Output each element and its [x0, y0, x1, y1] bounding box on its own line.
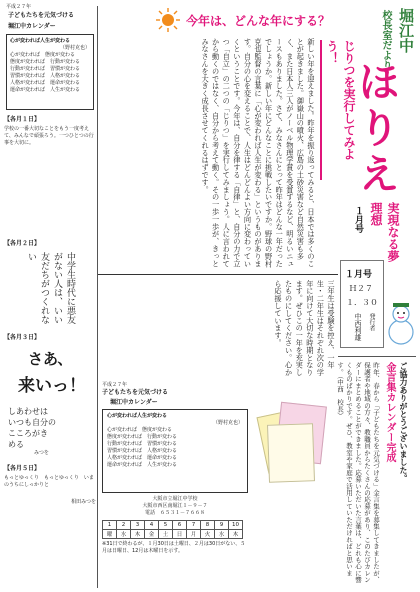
happiness-quote: しあわせは いつも自分の こころがき める — [8, 407, 56, 449]
brush-quote: 中学生時代に悪友がない人は、いい友だちがつくれない — [26, 252, 75, 324]
masthead-title — [354, 60, 404, 198]
calendar-weekday-cell: 水 — [215, 530, 229, 539]
issue-info — [340, 260, 384, 348]
issue-date: １．３０ — [346, 298, 378, 307]
left-card-line: 習慣が変われば 人格が変わる — [10, 73, 81, 79]
divider-left — [97, 6, 98, 588]
snowman-icon — [384, 300, 418, 346]
left-card-title: 心が変われば人生が変わる — [10, 38, 71, 44]
calendar-weekday-cell: 金 — [145, 530, 159, 539]
title-char-ho: ほ — [359, 59, 399, 106]
divider-bottom-right — [338, 356, 416, 357]
mini-date: 平成２７年 — [102, 382, 128, 388]
calendar-weekday-cell: 木 — [131, 530, 145, 539]
article-body: 新しい年を迎えました。昨年を振り返ってみると、日本では多くのことが起きました。御嶽山の噴火、広島の土砂災害など自然災害も多く、また日本人三人がノーベル物理学賞を受賞するなど、明るいニュースもありました。さて、みなさんにとって昨年はどんな一年だったでしょうか。新しい年にどんなことに挑戦したいですか。野球の野村克也監督の言葉に「心が変われば人生が変わる」というものがあります。自分の心を変えることで、人生はどんどんよい方向に変わっていくということです。今年は、自分を律する「自律」と、自分の力で立つ「自立」の二つの「じりつ」を実行してみましょう。人に言われてから動くのではなく、自分から考えて動く。その一歩一歩が、きっとみなさんを大きく成長させてくれるはずです。 — [201, 38, 316, 268]
month1-label: 【各月１日】 — [4, 116, 41, 123]
mini-card-line: 行動が変われば 習慣が変わる — [107, 441, 178, 447]
mini-card-title: 心が変われば人生が変わる — [107, 413, 168, 419]
calendar-day-cell: 1 — [103, 521, 117, 530]
article-headline: 今年は、どんな年にする？ — [186, 14, 331, 28]
mini-tel: 電話 ６５３１－７６６８ — [144, 510, 205, 516]
article-subhead: じりつを実行してみよう！ — [320, 40, 358, 180]
calendar-days-row — [103, 521, 243, 530]
sun-icon — [156, 8, 180, 32]
calendar-weekday-cell: 火 — [201, 530, 215, 539]
thanks-headline2: 金言集カレンダー完成 — [384, 362, 395, 462]
school-name: 堀江中 — [397, 8, 415, 53]
publisher-name: 中西利雄 — [354, 313, 362, 341]
mini-title: 堀江中カレンダー — [110, 399, 158, 406]
calendar-weekday-cell: 月 — [187, 530, 201, 539]
left-calendar-title: 堀江中カレンダー — [8, 23, 56, 30]
publisher-label: 発行者 — [368, 313, 375, 331]
calendar-day-cell: 2 — [117, 521, 131, 530]
calendar-weekday-row — [103, 530, 243, 539]
month2-label: 【各月２日】 — [4, 240, 41, 247]
happiness-sign: みつを — [34, 450, 49, 456]
left-card-line: 心が変われば 態度が変わる — [10, 52, 76, 58]
left-card-line: 態度が変われば 行動が変わる — [10, 59, 81, 65]
month3-label: 【各月３日】 — [4, 334, 41, 341]
calendar-weekday-cell: 日 — [173, 530, 187, 539]
issue-year: Ｈ２７ — [349, 284, 373, 293]
calendar-weekday-cell: 曜 — [103, 530, 117, 539]
calendar-photo — [254, 394, 334, 494]
headline-banner — [156, 8, 336, 32]
calendar-weekday-cell: 水 — [117, 530, 131, 539]
mini-quote-card — [102, 409, 248, 493]
mini-calendar-grid — [102, 520, 243, 539]
thanks-headline: ご協力ありがとうございました。 — [399, 362, 408, 482]
issue-label: １月号 — [353, 206, 363, 233]
calendar-day-cell: 3 — [131, 521, 145, 530]
mini-card-author: （野村克也） — [212, 420, 243, 426]
mini-address: 大阪市立堀江中学校 — [152, 496, 198, 502]
thanks-body: 昨年、春から「子どもたちを元気づける」金言集を募集してきましたが、保護者や地域の方々、教職員からたくさんの応募があり、このたびカレンダーにまとめることができました。応募いただいた言葉は、どれも心に響くものばかりです。ぜひ、教室や家庭で活用していただければと思います。（中西 校長） — [336, 362, 380, 584]
left-card-line: 運命が変われば 人生が変わる — [10, 87, 81, 93]
sa-kanji: さあ、 — [28, 350, 73, 368]
kiitsu-text: 来いっ！ — [18, 376, 86, 396]
title-char-e: え — [359, 151, 399, 198]
left-card-line: 行動が変われば 習慣が変わる — [10, 66, 81, 72]
calendar-day-cell: 10 — [229, 521, 243, 530]
calendar-day-cell: 8 — [201, 521, 215, 530]
month5-text: もっとゆっくり もっとゆっくり いまのうちにしっかりと — [4, 475, 94, 488]
left-card-author: （野村克也） — [59, 45, 90, 51]
mini-card-line: 習慣が変われば 人格が変わる — [107, 448, 178, 454]
photo-card — [267, 423, 315, 483]
divider-horizontal — [98, 274, 338, 275]
mini-calendar-section — [102, 382, 248, 588]
month5-label: 【各月５日】 — [4, 465, 41, 472]
left-date: 平成２７年 — [6, 4, 32, 10]
mini-card-line: 運命が変われば 人生が変わる — [107, 462, 178, 468]
calendar-day-cell: 5 — [159, 521, 173, 530]
mini-card-line: 人格が変われば 運命が変わる — [107, 455, 178, 461]
mini-card-line: 態度が変われば 行動が変わる — [107, 434, 178, 440]
mini-footnote: ※31日で終わるが、１月30日は土曜日、２月は30日がない、５月は日曜日、12月は木曜日を示す。 — [102, 541, 246, 554]
issue-number: １月号 — [345, 270, 373, 280]
mini-campaign-title: 子どもたちを元気づける — [102, 389, 169, 396]
calendar-day-cell: 7 — [187, 521, 201, 530]
calendar-day-cell: 9 — [215, 521, 229, 530]
slogan: 実現なる夢 理想 — [369, 202, 400, 274]
calendar-day-cell: 6 — [173, 521, 187, 530]
mini-card-line: 心が変われば 態度が変わる — [107, 427, 173, 433]
left-quote-card — [6, 34, 94, 110]
calendar-weekday-cell: 土 — [159, 530, 173, 539]
left-column — [4, 4, 96, 588]
left-campaign-title: 子どもたちを元気づける — [8, 12, 75, 19]
mini-address2: 大阪市西区南堀江１－９－７ — [142, 503, 208, 509]
calendar-day-cell: 4 — [145, 521, 159, 530]
month5-sign: 相田みつを — [71, 499, 96, 505]
title-char-ri: り — [359, 105, 399, 152]
left-card-line: 人格が変われば 運命が変わる — [10, 80, 81, 86]
paper-label: 校長室だより — [380, 10, 391, 70]
article-body-continued: 三年生は受験を控え、一年生・二年生はそれぞれ次の学年に向けて大切な時期となります。ぜひこの一年を充実したものにしてください。心から応援しています。 — [274, 280, 336, 377]
month1-text: 学校の一番大切なことをもう一度考えて、みんなで頑張ろう。一つひとつの行事を大切に。 — [4, 126, 94, 146]
calendar-weekday-cell: 木 — [229, 530, 243, 539]
